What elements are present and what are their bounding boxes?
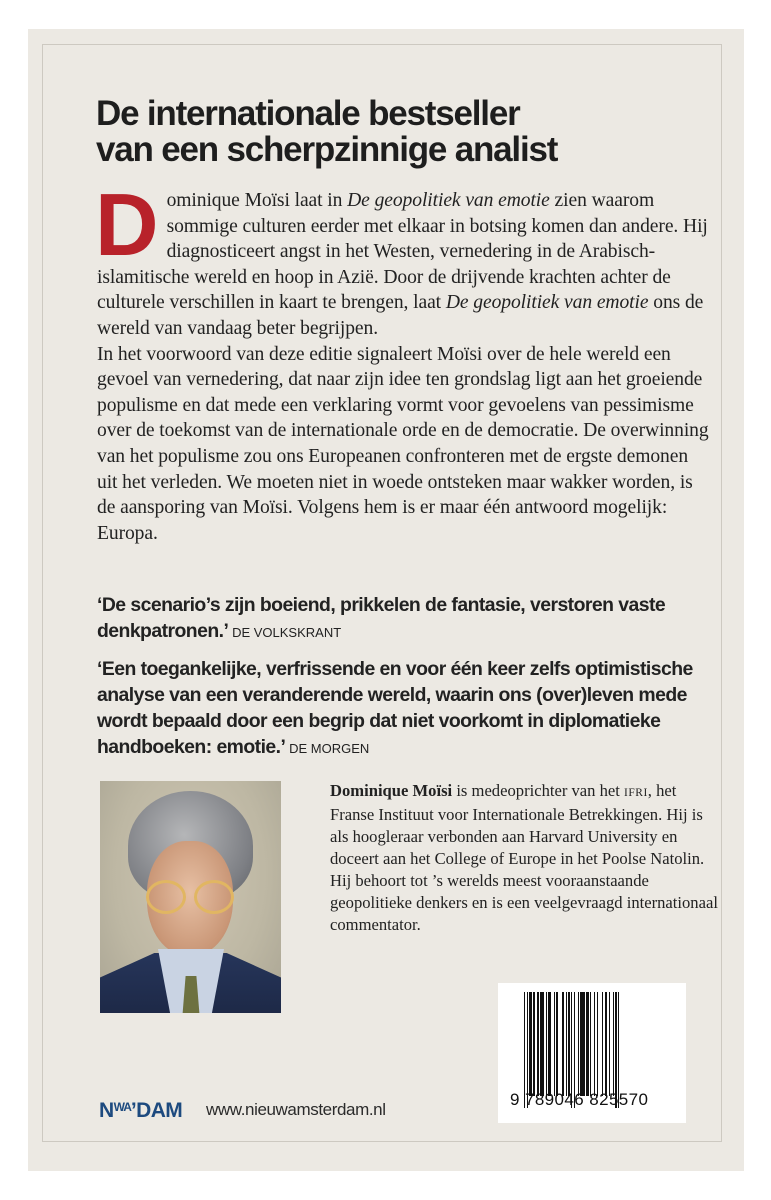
quote-text: ‘De scenario’s zijn boeiend, prikkelen de fantasie, verstoren vaste denkpatronen.’ xyxy=(97,594,666,642)
isbn-barcode xyxy=(498,983,686,1123)
book-title-italic: De geopolitiek van emotie xyxy=(445,292,649,314)
author-bio: Dominique Moïsi is medeoprichter van het IFRI, het Franse Instituut voor Internationale Betrekkingen. Hij is als hoogleraar verbonden aan Harvard University en doceert aan het College of Europe in het Poolse Natolin. Hij behoort tot ’s werelds meest vooraanstaande geopolitieke denkers en is een veelgevraagd internationaal commentator. xyxy=(330,781,718,934)
publisher-website[interactable]: www.nieuwamsterdam.nl xyxy=(206,1100,386,1119)
blurb-p1-c: ons de wereld van vandaag beter begrijpen. xyxy=(97,292,704,339)
isbn-number: 9 789046 825570 xyxy=(510,1090,649,1109)
cover-heading xyxy=(96,96,557,168)
blurb-p1-a: ominique Moïsi laat in xyxy=(166,190,348,211)
review-quote xyxy=(97,592,717,646)
drop-cap: D xyxy=(95,175,157,274)
heading-line-2: van een scherpzinnige analist xyxy=(96,130,558,169)
review-quote xyxy=(97,656,717,762)
author-photo xyxy=(100,781,281,1013)
quote-source: DE MORGEN xyxy=(289,741,370,756)
ifri-abbrev: IFRI xyxy=(624,787,648,799)
barcode-bars xyxy=(524,992,669,1096)
book-back-cover xyxy=(28,29,744,1171)
heading-line-1: De internationale bestseller xyxy=(96,94,520,133)
quote-text: ‘Een toegankelijke, verfrissende en voor één keer zelfs optimistische analyse van een veranderende wereld, waarin ons (over)leven mede wordt bepaald door een begrip dat niet voorkomt in diplomatieke handboeken: emotie.’ xyxy=(97,658,693,758)
quote-source: DE VOLKSKRANT xyxy=(232,625,342,640)
blurb-p2: In het voorwoord van deze editie signaleert Moïsi over de hele wereld een gevoel van vernedering, dat naar zijn idee ten grondslag ligt aan het groeiende populisme en dat mede een verklaring vormt voor gevoelens van pessimisme over de toekomst van de internationale orde en de democratie. De overwinning van het populisme zou ons Europeanen confronteren met de ergste demonen uit het verleden. We moeten niet in woede ontsteken maar wakker worden, is de aansporing van Moïsi. Volgens hem is er maar één antwoord mogelijk: Europa. xyxy=(97,343,709,544)
blurb-text xyxy=(95,175,709,546)
author-name: Dominique Moïsi xyxy=(330,781,453,800)
book-title-italic: De geopolitiek van emotie xyxy=(347,190,550,211)
blurb-p1-b: zien waarom sommige culturen eerder met elkaar in botsing komen dan andere. Hij diagnosticeert angst in het Westen, vernedering in de Arabisch-islamitische wereld en hoop in Azië. Door de drijvende krachten achter de culturele verschillen in kaart te brengen, laat xyxy=(97,190,708,314)
publisher-logo: $N^{WA}’DAM$ xyxy=(99,1099,183,1122)
